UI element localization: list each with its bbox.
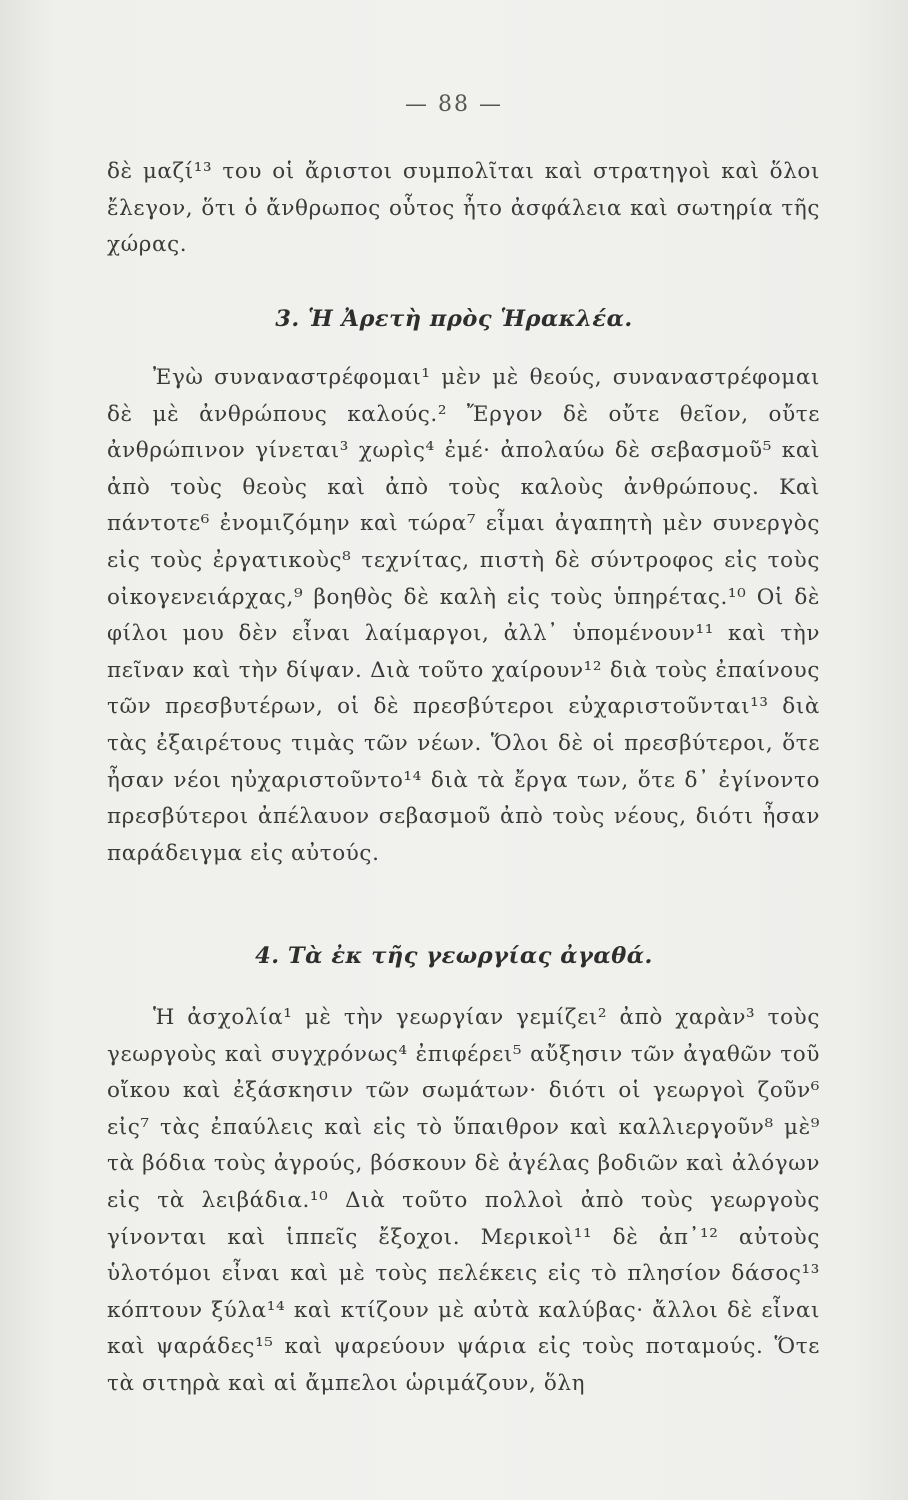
section-3-paragraph: Ἐγὼ συναναστρέφομαι¹ μὲν μὲ θεούς, συναναστρέφομαι δὲ μὲ ἀνθρώπους καλούς.² Ἔργον δὲ οὔτε θεῖον, οὔτε ἀνθρώπινον γίνεται³ χωρὶς⁴ ἐμέ· ἀπολαύω δὲ σεβασμοῦ⁵ καὶ ἀπὸ τοὺς θεοὺς καὶ ἀπὸ τοὺς καλοὺς ἀνθρώπους. Καὶ πάντοτε⁶ ἐνομιζόμην καὶ τώρα⁷ εἶμαι ἀγαπητὴ μὲν συνεργὸς εἰς τοὺς ἐργατικοὺς⁸ τεχνίτας, πιστὴ δὲ σύντροφος εἰς τοὺς οἰκογενειάρχας,⁹ βοηθὸς δὲ καλὴ εἰς τοὺς ὑπηρέτας.¹⁰ Οἱ δὲ φίλοι μου δὲν εἶναι λαίμαργοι, ἀλλ᾽ ὑπομένουν¹¹ καὶ τὴν πεῖναν καὶ τὴν δίψαν. Διὰ τοῦτο χαίρουν¹² διὰ τοὺς ἐπαίνους τῶν πρεσβυτέρων, οἱ δὲ πρεσβύτεροι εὐχαριστοῦνται¹³ διὰ τὰς ἐξαιρέτους τιμὰς τῶν νέων. Ὅλοι δὲ οἱ πρεσβύτεροι, ὅτε ἦσαν νέοι ηὐχαριστοῦντο¹⁴ διὰ τὰ ἔργα των, ὅτε δ᾽ ἐγίνοντο πρεσβύτεροι ἀπέλαυον σεβασμοῦ ἀπὸ τοὺς νέους, διότι ἦσαν παράδειγμα εἰς αὐτούς. [107, 365, 820, 866]
intro-paragraph: δὲ μαζί¹³ του οἱ ἄριστοι συμπολῖται καὶ στρατηγοὶ καὶ ὅλοι ἔλεγον, ὅτι ὁ ἄνθρωπος οὗτος ἦτο ἀσφάλεια καὶ σωτηρία τῆς χώρας. [107, 159, 820, 258]
page-number: — 88 — [405, 92, 503, 117]
section-3-body [107, 360, 820, 872]
intro-text [107, 154, 820, 264]
section-4-body [107, 1000, 820, 1403]
section-4-paragraph: Ἡ ἀσχολία¹ μὲ τὴν γεωργίαν γεμίζει² ἀπὸ χαρὰν³ τοὺς γεωργοὺς καὶ συγχρόνως⁴ ἐπιφέρει⁵ αὔξησιν τῶν ἀγαθῶν τοῦ οἴκου καὶ ἐξάσκησιν τῶν σωμάτων· διότι οἱ γεωργοὶ ζοῦν⁶ εἰς⁷ τὰς ἐπαύλεις καὶ εἰς τὸ ὕπαιθρον καὶ καλλιεργοῦν⁸ μὲ⁹ τὰ βόδια τοὺς ἀγρούς, βόσκουν δὲ ἀγέλας βοδιῶν καὶ ἀλόγων εἰς τὰ λειβάδια.¹⁰ Διὰ τοῦτο πολλοὶ ἀπὸ τοὺς γεωργοὺς γίνονται καὶ ἱππεῖς ἔξοχοι. Μερικοὶ¹¹ δὲ ἀπ᾽¹² αὐτοὺς ὑλοτόμοι εἶναι καὶ μὲ τοὺς πελέκεις εἰς τὸ πλησίον δάσος¹³ κόπτουν ξύλα¹⁴ καὶ κτίζουν μὲ αὐτὰ καλύβας· ἄλλοι δὲ εἶναι καὶ ψαράδες¹⁵ καὶ ψαρεύουν ψάρια εἰς τοὺς ποταμούς. Ὅτε τὰ σιτηρὰ καὶ αἱ ἄμπελοι ὡριμάζουν, ὅλη [107, 1005, 820, 1396]
section-3-heading: 3. Ἡ Ἀρετὴ πρὸς Ἡρακλέα. [275, 306, 633, 332]
section-4-heading: 4. Τὰ ἐκ τῆς γεωργίας ἀγαθά. [255, 943, 653, 969]
